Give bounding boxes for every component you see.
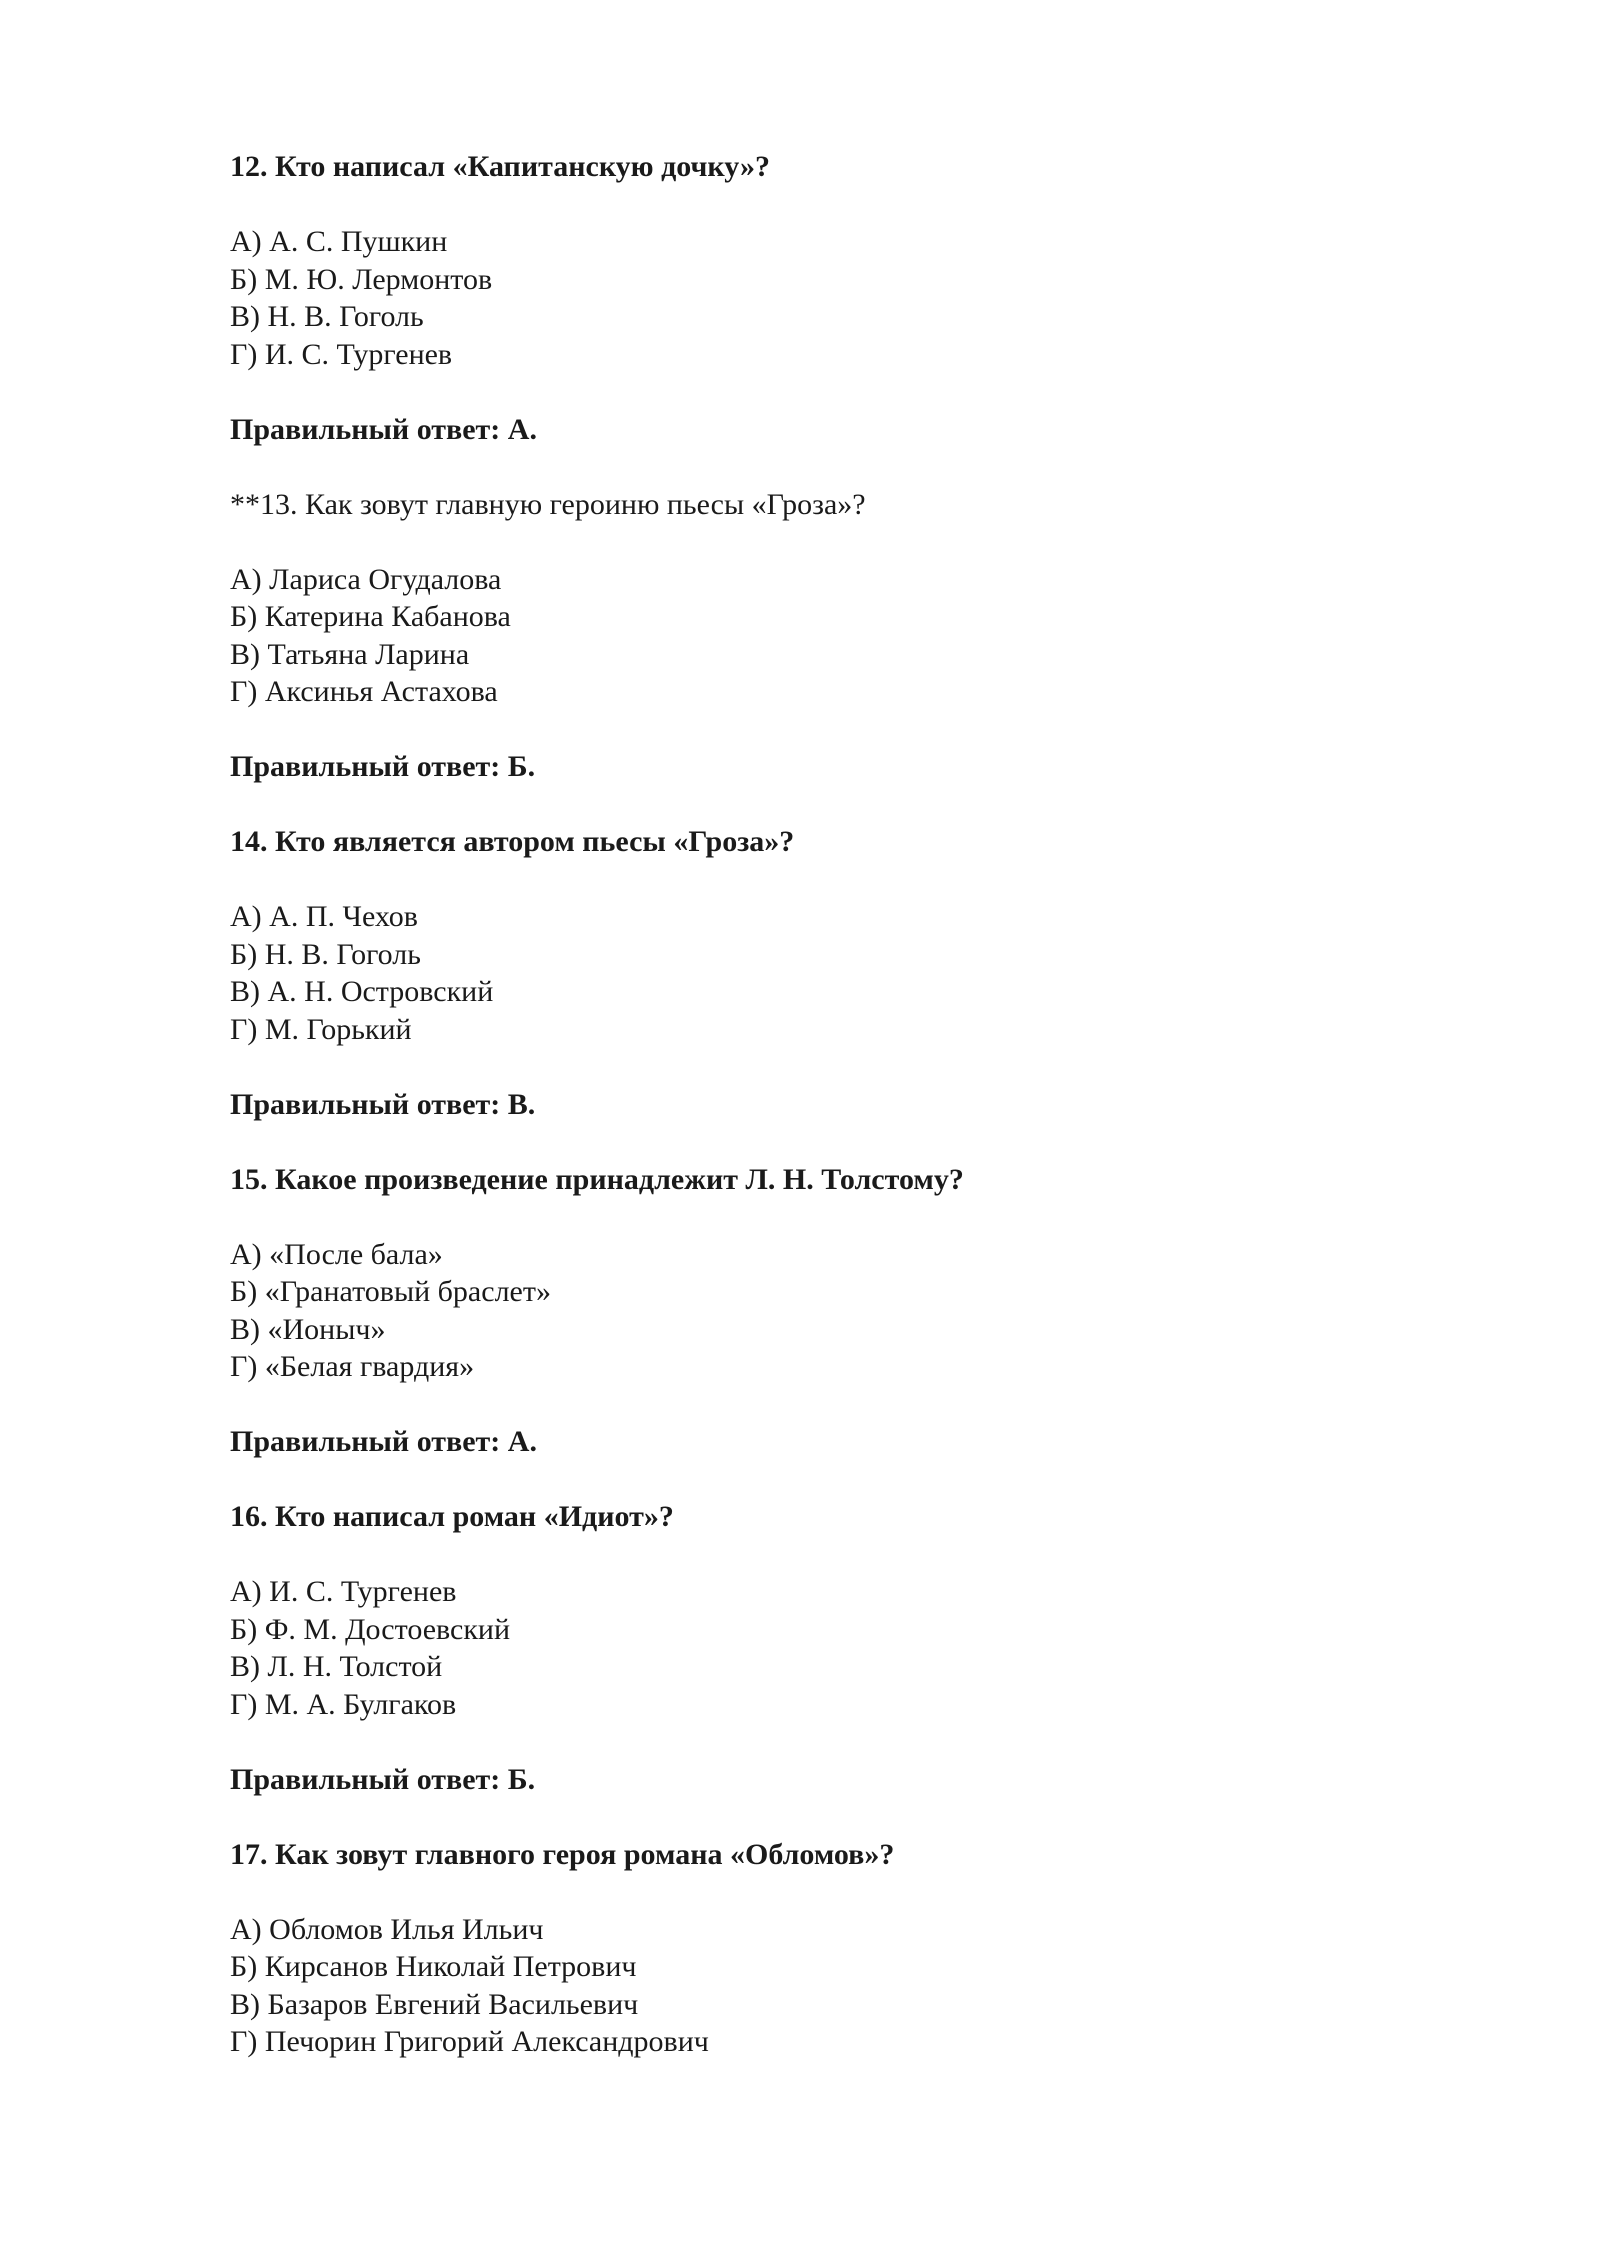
answer-option: Б) Н. В. Гоголь xyxy=(230,937,421,971)
blank-line xyxy=(230,1386,1430,1424)
answer-option: А) Лариса Огудалова xyxy=(230,562,502,596)
answer-option: А) И. С. Тургенев xyxy=(230,1575,457,1608)
answer-option: А) А. С. Пушкин xyxy=(230,225,448,258)
blank-line xyxy=(230,373,1430,411)
answer-option: В) «Ионыч» xyxy=(230,1312,386,1346)
answer-option: Б) Ф. М. Достоевский xyxy=(230,1612,511,1646)
question-text: 12. Кто написал «Капитанскую дочку»? xyxy=(230,150,771,183)
answer-option: Б) Кирсанов Николай Петрович xyxy=(230,1950,637,1983)
question-text: **13. Как зовут главную героиню пьесы «Гроза»? xyxy=(230,487,866,521)
question-text: 17. Как зовут главного героя романа «Обломов»? xyxy=(230,1837,895,1871)
blank-line xyxy=(230,1048,1430,1086)
blank-line xyxy=(230,1798,1430,1836)
answer-option: Б) М. Ю. Лермонтов xyxy=(230,262,493,296)
correct-answer: Правильный ответ: А. xyxy=(230,412,537,446)
correct-answer: Правильный ответ: Б. xyxy=(230,1762,536,1796)
correct-answer: Правильный ответ: В. xyxy=(230,1087,536,1121)
answer-option: А) Обломов Илья Ильич xyxy=(230,1912,544,1946)
answer-option: В) А. Н. Островский xyxy=(230,975,494,1008)
blank-line xyxy=(230,186,1430,224)
answer-option: Б) Катерина Кабанова xyxy=(230,600,511,633)
answer-option: А) А. П. Чехов xyxy=(230,900,418,933)
answer-option: Г) Аксинья Астахова xyxy=(230,675,498,708)
correct-answer: Правильный ответ: А. xyxy=(230,1425,537,1458)
correct-answer: Правильный ответ: Б. xyxy=(230,750,536,783)
answer-option: В) Базаров Евгений Васильевич xyxy=(230,1987,639,2021)
answer-option: А) «После бала» xyxy=(230,1237,443,1271)
answer-option: Г) Печорин Григорий Александрович xyxy=(230,2025,709,2058)
answer-option: Г) И. С. Тургенев xyxy=(230,337,453,371)
answer-option: Г) М. Горький xyxy=(230,1012,412,1046)
blank-line xyxy=(230,1873,1430,1911)
blank-line xyxy=(230,1536,1430,1574)
blank-line xyxy=(230,861,1430,899)
blank-line xyxy=(230,1123,1430,1161)
blank-line xyxy=(230,1461,1430,1499)
blank-line xyxy=(230,1198,1430,1236)
blank-line xyxy=(230,711,1430,749)
blank-line xyxy=(230,448,1430,486)
answer-option: Г) «Белая гвардия» xyxy=(230,1350,475,1383)
question-text: 16. Кто написал роман «Идиот»? xyxy=(230,1500,674,1533)
answer-option: В) Л. Н. Толстой xyxy=(230,1650,443,1683)
document-body xyxy=(230,148,1430,2061)
answer-option: В) Татьяна Ларина xyxy=(230,637,470,671)
answer-option: Г) М. А. Булгаков xyxy=(230,1687,457,1721)
question-text: 15. Какое произведение принадлежит Л. Н. Толстому? xyxy=(230,1162,964,1196)
answer-option: Б) «Гранатовый браслет» xyxy=(230,1275,551,1308)
blank-line xyxy=(230,786,1430,824)
question-text: 14. Кто является автором пьесы «Гроза»? xyxy=(230,825,795,858)
blank-line xyxy=(230,1723,1430,1761)
blank-line xyxy=(230,523,1430,561)
answer-option: В) Н. В. Гоголь xyxy=(230,300,424,333)
